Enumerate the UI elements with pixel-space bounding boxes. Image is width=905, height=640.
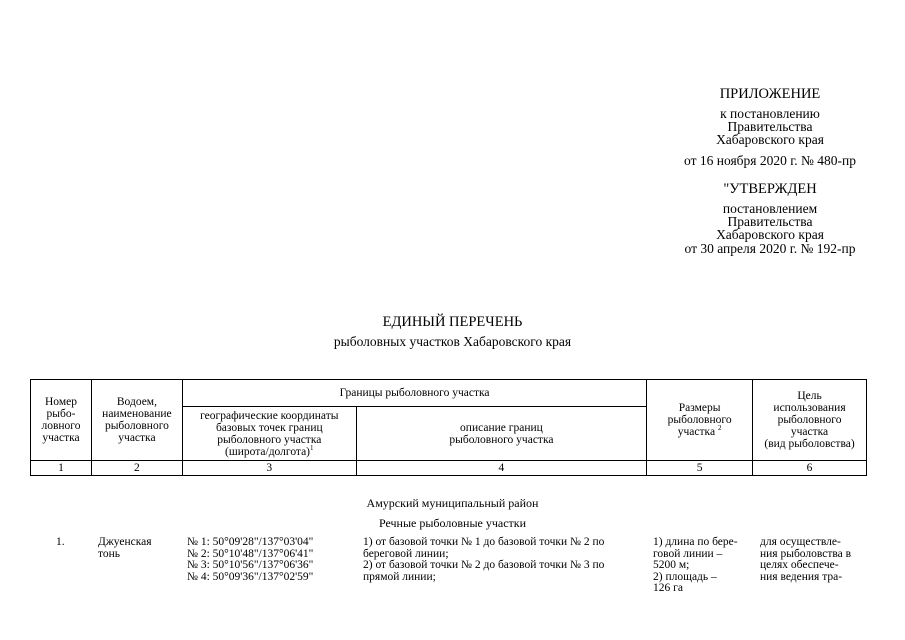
header-purpose: Цель использования рыболовного участка (вид рыболовства) [753, 380, 867, 461]
approved-line-2: Правительства [727, 214, 813, 229]
column-number: 4 [356, 461, 646, 476]
column-number: 3 [182, 461, 356, 476]
row-number: 1. [56, 536, 65, 548]
site-type-heading: Речные рыболовные участки [378, 516, 527, 530]
footnote-2: 2 [717, 424, 722, 433]
header-boundaries-group: Границы рыболовного участка [182, 380, 646, 407]
appendix-line-2: Правительства [727, 119, 813, 134]
appendix-date: от 16 ноября 2020 г. № 480-пр [684, 153, 856, 168]
row-site-name: Джуенская тонь [98, 536, 152, 560]
header-site-number: Номер рыбо- ловного участка [31, 380, 92, 461]
column-number: 6 [753, 461, 867, 476]
fishing-sites-table [30, 379, 867, 476]
column-numbers-row [31, 461, 867, 476]
header-boundary-description: описание границ рыболовного участка [356, 407, 646, 461]
column-number: 5 [647, 461, 753, 476]
approved-line-3: Хабаровского края [716, 227, 824, 242]
approved-block [640, 183, 900, 257]
document-title: ЕДИНЫЙ ПЕРЕЧЕНЬ [382, 314, 523, 330]
approved-date: от 30 апреля 2020 г. № 192-пр [684, 241, 856, 256]
appendix-block [640, 88, 900, 168]
document-subtitle: рыболовных участков Хабаровского края [333, 334, 572, 349]
appendix-line-3: Хабаровского края [716, 132, 824, 147]
appendix-title: ПРИЛОЖЕНИЕ [719, 86, 821, 102]
row-purpose: для осуществле- ния рыболовства в целях обеспече- ния ведения тра- [760, 536, 852, 583]
district-heading: Амурский муниципальный район [366, 496, 539, 510]
row-description: 1) от базовой точки № 1 до базовой точки № 2 по береговой линии; 2) от базовой точки № 2 до базовой точки № 3 по прямой линии; [363, 536, 605, 583]
column-number: 2 [91, 461, 182, 476]
row-size: 1) длина по бере- говой линии – 5200 м; 2) площадь – 126 га [653, 536, 738, 594]
appendix-line-1: к постановлению [720, 106, 820, 121]
row-coordinates: № 1: 50°09'28"/137°03'04" № 2: 50°10'48"/137°06'41" № 3: 50°10'56"/137°06'36" № 4: 50°09'36"/137°02'59" [187, 536, 314, 583]
header-water-body: Водоем, наименование рыболовного участка [91, 380, 182, 461]
header-coordinates: географические координаты базовых точек границ рыболовного участка (широта/долгота)$^1$ [182, 407, 356, 461]
approved-title: "УТВЕРЖДЕН [723, 181, 817, 197]
header-site-size: Размеры рыболовного участка $^2$ [647, 380, 753, 461]
footnote-1: 1 [310, 443, 314, 452]
approved-line-1: постановлением [722, 201, 818, 216]
column-number: 1 [31, 461, 92, 476]
